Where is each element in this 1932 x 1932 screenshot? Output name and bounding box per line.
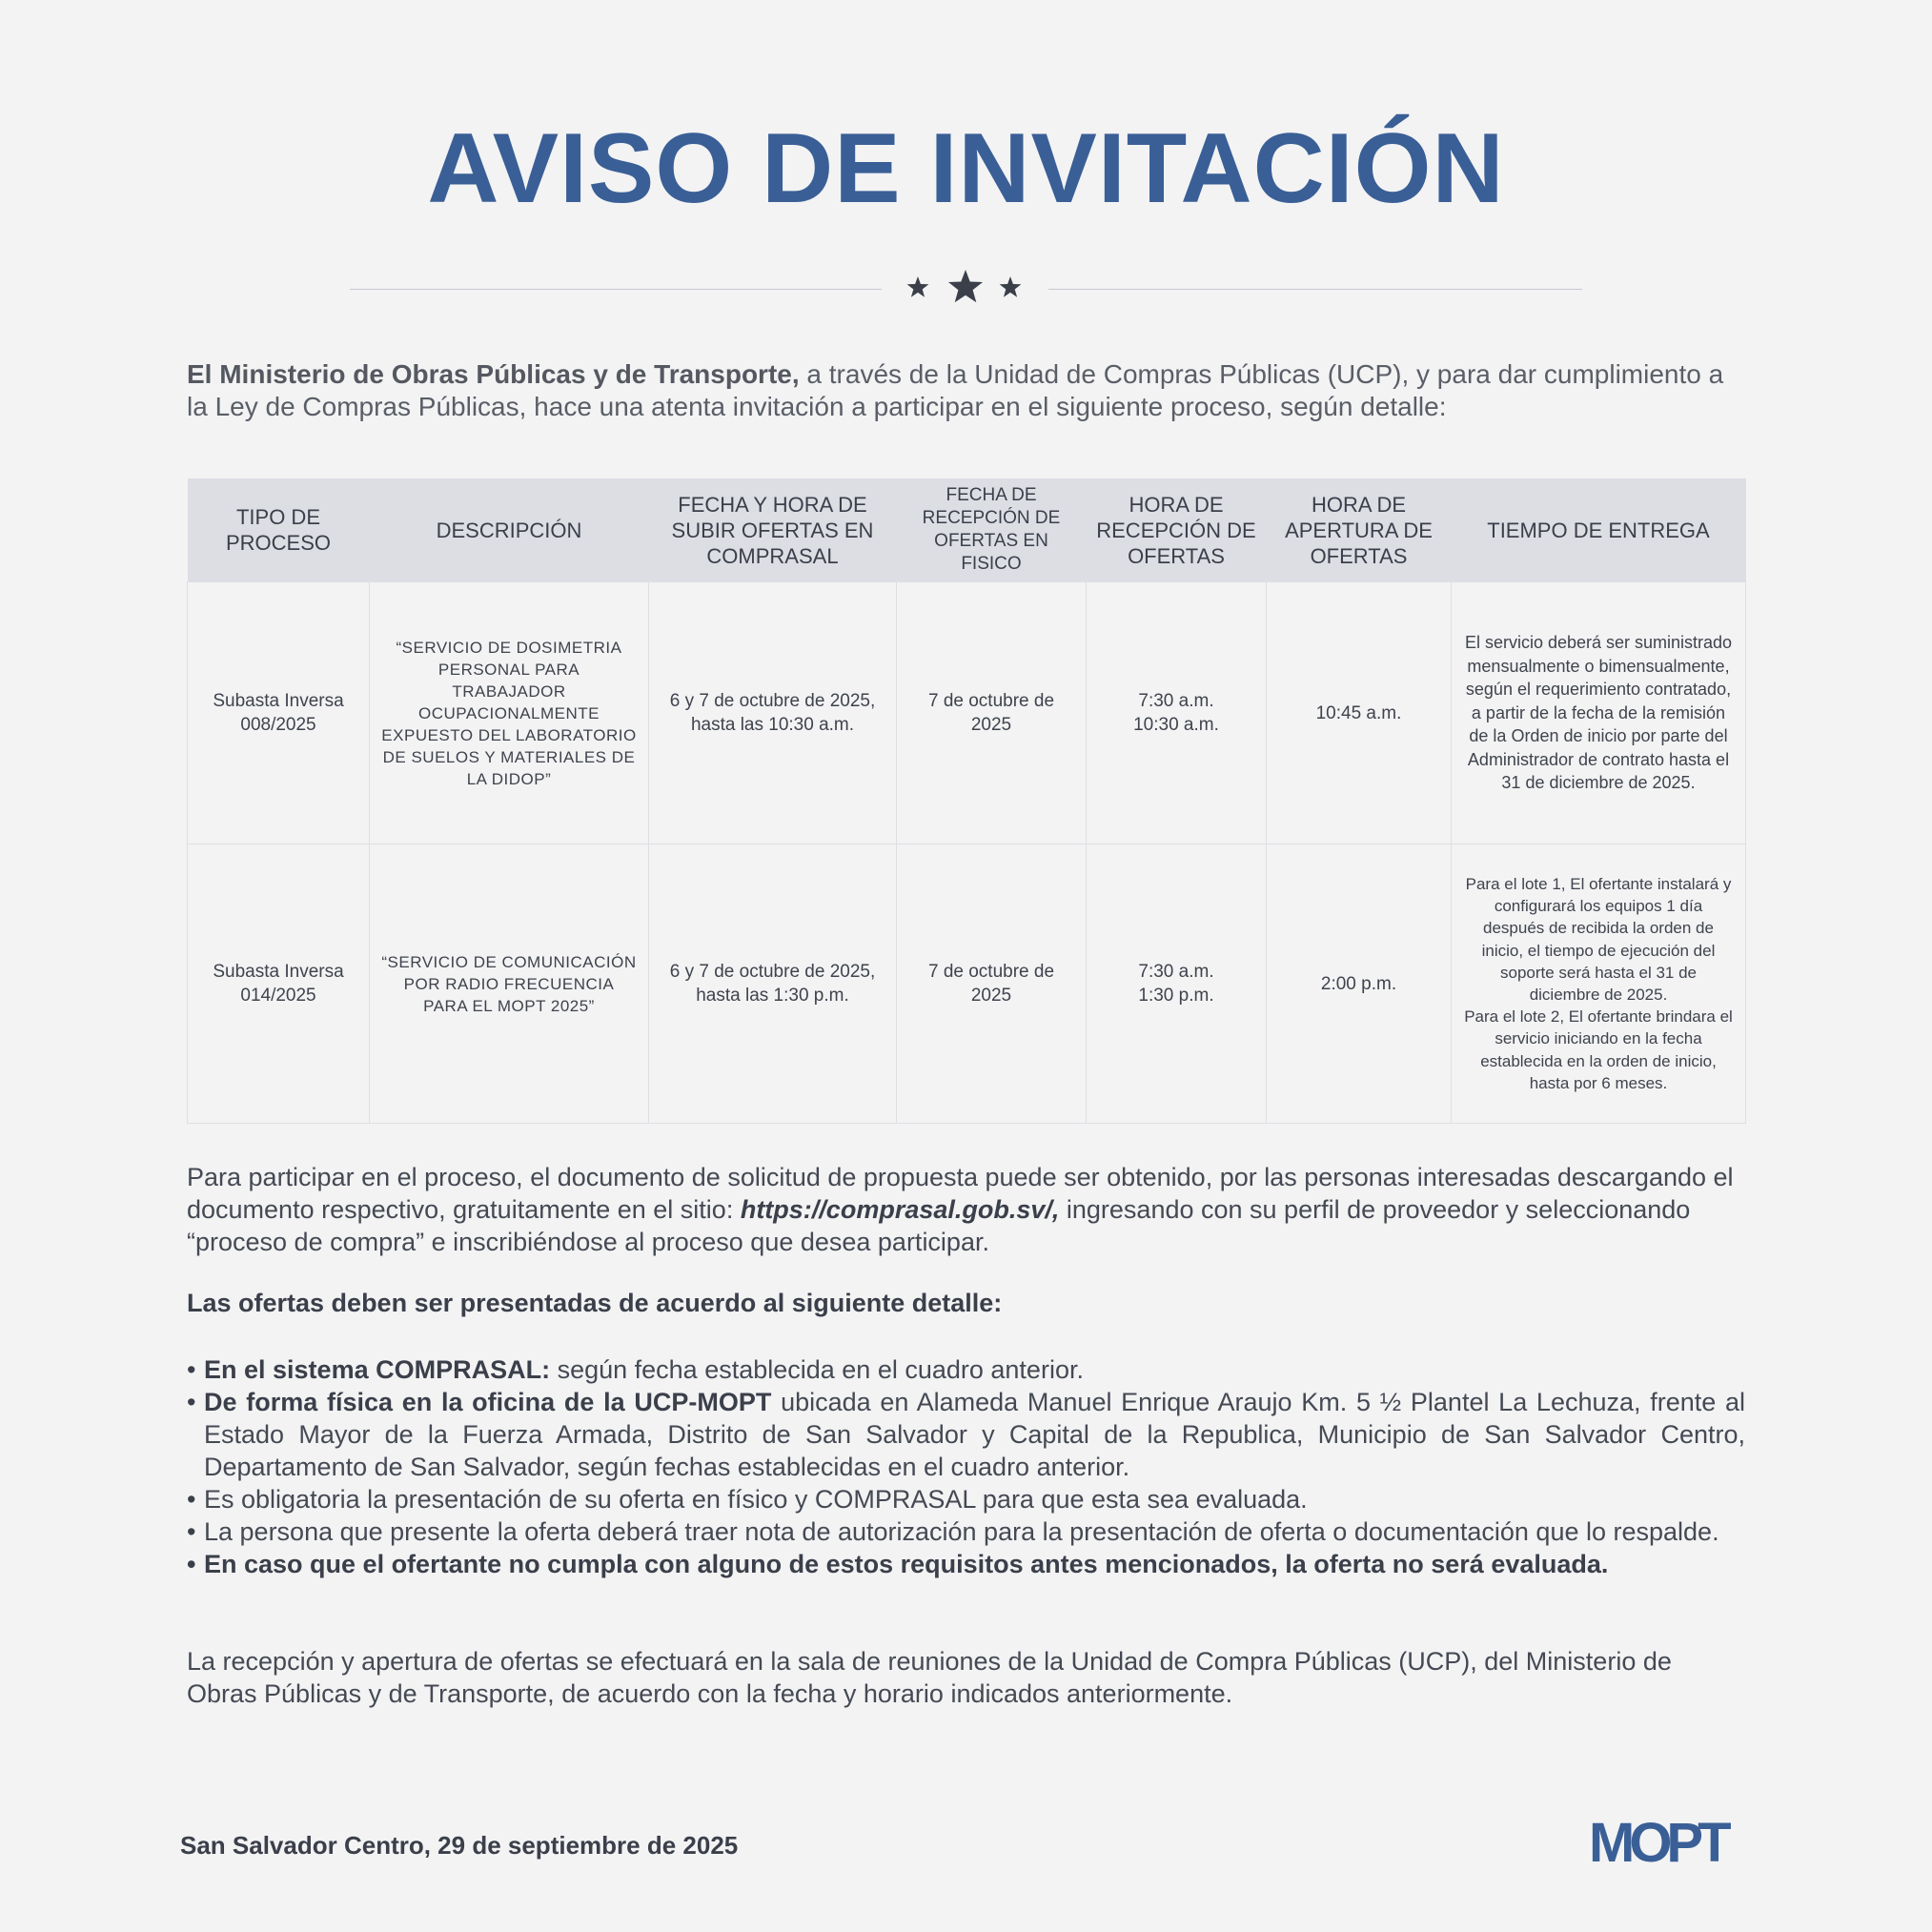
cell-descripcion: “SERVICIO DE COMUNICACIÓN POR RADIO FRECUENCIA PARA EL MOPT 2025” [370, 844, 649, 1124]
participation-text-2: ingresando con su perfil de proveedor y seleccionando “proceso de compra” e inscribiéndose al proceso que desea participar. [187, 1195, 1691, 1256]
footer-date: San Salvador Centro, 29 de septiembre de 2025 [180, 1831, 739, 1860]
stars-icon [350, 269, 1582, 311]
ministry-name: El Ministerio de Obras Públicas y de Transporte, [187, 359, 800, 389]
list-item [187, 1353, 1745, 1386]
cell-hora-apertura: 10:45 a.m. [1267, 582, 1452, 844]
participation-text-1: Para participar en el proceso, el documento de solicitud de propuesta puede ser obtenido, por las personas interesadas descargando el documento respectivo, gratuitamente en el sitio: [187, 1163, 1734, 1224]
cell-tipo: Subasta Inversa 008/2025 [188, 582, 370, 844]
star-divider [350, 269, 1582, 311]
participation-paragraph [187, 1161, 1745, 1258]
intro-paragraph [187, 358, 1745, 423]
hora-recepcion-start: 7:30 a.m. [1138, 691, 1214, 711]
header-hora-apertura: HORA DE APERTURA DE OFERTAS [1267, 478, 1452, 582]
cell-tiempo-entrega [1452, 844, 1746, 1124]
cell-fecha-fisico: 7 de octubre de 2025 [897, 844, 1087, 1124]
req-text: ubicada en Alameda Manuel Enrique Araujo Km. 5 ½ Plantel La Lechuza, frente al Estado Mayor de la Fuerza Armada, Distrito de San Salvador y Capital de la Republica, Municipio de San Salvador Centro, Departamento de San Salvador, según fechas establecidas en el cuadro anterior. [204, 1388, 1745, 1481]
req-text: según fecha establecida en el cuadro anterior. [550, 1355, 1084, 1384]
star-large-icon [948, 270, 983, 302]
entrega-lote-1: Para el lote 1, El ofertante instalará y configurará los equipos 1 día después de recibida la orden de inicio, el tiempo de ejecución del soporte será hasta el 31 de diciembre de 2025. [1465, 874, 1732, 1004]
list-item [187, 1386, 1745, 1483]
req-text: Es obligatoria la presentación de su oferta en físico y COMPRASAL para que esta sea evaluada. [204, 1485, 1308, 1514]
requirements-list [187, 1353, 1745, 1580]
header-fecha-compra: FECHA Y HORA DE SUBIR OFERTAS EN COMPRASAL [649, 478, 897, 582]
table-header-row [188, 478, 1746, 582]
cell-fecha-compra: 6 y 7 de octubre de 2025, hasta las 10:30 a.m. [649, 582, 897, 844]
req-bold: En el sistema COMPRASAL: [204, 1355, 551, 1384]
star-small-right-icon [1000, 276, 1022, 297]
req-bold: En caso que el ofertante no cumpla con alguno de estos requisitos antes mencionados, la oferta no será evaluada. [204, 1550, 1609, 1578]
star-small-left-icon [907, 276, 929, 297]
req-text: La persona que presente la oferta deberá traer nota de autorización para la presentación de oferta o documentación que lo respalde. [204, 1517, 1719, 1546]
header-fecha-fisico: FECHA DE RECEPCIÓN DE OFERTAS EN FISICO [897, 478, 1087, 582]
header-tipo: TIPO DE PROCESO [188, 478, 370, 582]
cell-fecha-fisico: 7 de octubre de 2025 [897, 582, 1087, 844]
table-row [188, 844, 1746, 1124]
table-row [188, 582, 1746, 844]
hora-recepcion-end: 1:30 p.m. [1138, 986, 1214, 1006]
cell-tiempo-entrega: El servicio deberá ser suministrado mensualmente o bimensualmente, según el requerimiento contratado, a partir de la fecha de la remisión de la Orden de inicio por parte del Administrador de contrato hasta el 31 de diciembre de 2025. [1452, 582, 1746, 844]
process-table [187, 478, 1746, 1124]
comprasal-link[interactable]: https://comprasal.gob.sv/, [740, 1195, 1060, 1224]
page-title: AVISO DE INVITACIÓN [427, 113, 1505, 224]
header-descripcion: DESCRIPCIÓN [370, 478, 649, 582]
cell-fecha-compra: 6 y 7 de octubre de 2025, hasta las 1:30 p.m. [649, 844, 897, 1124]
list-item [187, 1548, 1745, 1580]
header-tiempo-entrega: TIEMPO DE ENTREGA [1452, 478, 1746, 582]
intro-text: a través de la Unidad de Compras Públicas (UCP), y para dar cumplimiento a la Ley de Compras Públicas, hace una atenta invitación a participar en el siguiente proceso, según detalle: [187, 359, 1724, 421]
req-bold: De forma física en la oficina de la UCP-MOPT [204, 1388, 772, 1416]
list-item [187, 1483, 1745, 1515]
offers-heading: Las ofertas deben ser presentadas de acuerdo al siguiente detalle: [187, 1289, 1003, 1317]
reception-paragraph: La recepción y apertura de ofertas se efectuará en la sala de reuniones de la Unidad de Compra Públicas (UCP), del Ministerio de Obras Públicas y de Transporte, de acuerdo con la fecha y horario indicados anteriormente. [187, 1647, 1672, 1708]
cell-tipo: Subasta Inversa 014/2025 [188, 844, 370, 1124]
header-hora-recepcion: HORA DE RECEPCIÓN DE OFERTAS [1087, 478, 1267, 582]
entrega-lote-2: Para el lote 2, El ofertante brindara el servicio iniciando en la fecha establecida en la orden de inicio, hasta por 6 meses. [1464, 1007, 1733, 1092]
cell-descripcion: “SERVICIO DE DOSIMETRIA PERSONAL PARA TRABAJADOR OCUPACIONALMENTE EXPUESTO DEL LABORATORIO DE SUELOS Y MATERIALES DE LA DIDOP” [370, 582, 649, 844]
mopt-logo: MOPT [1589, 1812, 1726, 1874]
cell-hora-recepcion [1087, 582, 1267, 844]
list-item [187, 1515, 1745, 1548]
cell-hora-apertura: 2:00 p.m. [1267, 844, 1452, 1124]
hora-recepcion-end: 10:30 a.m. [1133, 715, 1219, 735]
hora-recepcion-start: 7:30 a.m. [1138, 962, 1214, 982]
cell-hora-recepcion [1087, 844, 1267, 1124]
